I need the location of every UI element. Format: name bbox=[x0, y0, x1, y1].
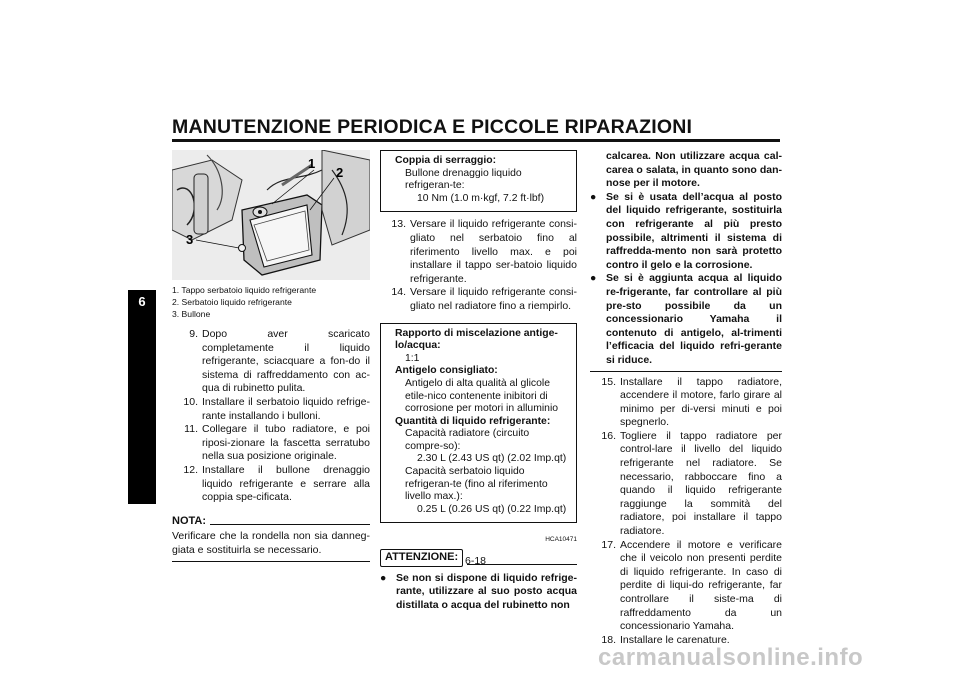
step-15 bbox=[590, 376, 782, 430]
antifreeze-title: Antigelo consigliato: bbox=[395, 365, 498, 377]
caption-2: 2. Serbatoio liquido refrigerante bbox=[172, 297, 292, 307]
chapter-tab: 6 bbox=[128, 290, 156, 504]
note-text: Verificare che la rondella non sia danneg-giata e sostituirla se necessario. bbox=[172, 530, 370, 556]
radiator-capacity-value: 2.30 L (2.43 US qt) (2.02 Imp.qt) bbox=[417, 453, 567, 465]
step-text: Installare il tappo radiatore, accendere il motore, farlo girare al minimo per di-versi minuti e poi spegnerlo. bbox=[620, 375, 782, 429]
caption-3: 3. Bullone bbox=[172, 309, 211, 319]
note-label: NOTA: bbox=[172, 514, 207, 527]
steps-list-3 bbox=[590, 376, 782, 648]
page-title: MANUTENZIONE PERIODICA E PICCOLE RIPARAZIONI bbox=[172, 116, 693, 138]
attention-code: HCA10471 bbox=[545, 536, 577, 544]
attention-label: ATTENZIONE: bbox=[380, 549, 463, 567]
torque-title: Coppia di serraggio: bbox=[395, 155, 497, 166]
step-16 bbox=[590, 430, 782, 539]
step-10 bbox=[172, 396, 370, 423]
bullet-icon: ● bbox=[380, 571, 387, 584]
step-text: Versare il liquido refrigerante consi-gliato nel radiatore fino a riempirlo. bbox=[410, 286, 577, 312]
watermark: carmanualsonline.info bbox=[598, 644, 864, 671]
step-text: Accendere il motore e verificare che il veicolo non presenti perdite di liquido refrigerante. In caso di perdite di liqui-do refrigerante, far controllare il siste-ma di raffreddamento da un concessionario Yamaha. bbox=[620, 538, 782, 633]
step-number: 16. bbox=[601, 429, 616, 442]
attention-bullet-2 bbox=[590, 191, 782, 273]
coolant-tank-figure bbox=[172, 150, 370, 280]
mix-ratio-value: 1:1 bbox=[405, 352, 420, 364]
step-number: 13. bbox=[391, 218, 406, 231]
attention-bullet-3 bbox=[590, 272, 782, 367]
note-block bbox=[172, 515, 370, 562]
callout-1: 1 bbox=[308, 156, 316, 171]
step-11 bbox=[172, 423, 370, 464]
step-text: Installare le carenature. bbox=[620, 633, 730, 646]
step-text: Dopo aver scaricato completamente il liquido refrigerante, sciacquare a fon-do il sistema di raffreddamento con ac-qua di rubinetto pulita. bbox=[202, 328, 370, 395]
page-number: 6-18 bbox=[465, 555, 487, 567]
step-9 bbox=[172, 328, 370, 396]
attention-bullet-1-text: Se non si dispone di liquido refrige-rante, utilizzare al suo posto acqua distillata o acqua del rubinetto non bbox=[396, 571, 577, 611]
step-14 bbox=[380, 286, 577, 313]
bullet-icon: ● bbox=[590, 272, 597, 285]
attention-bullet-3-text: Se si è aggiunta acqua al liquido re-frigerante, far controllare al più pre-sto possibile da un concessionario Yamaha il contenuto di antigelo, al-trimenti l’efficacia del liquido refri-gerante si riduce. bbox=[606, 272, 782, 366]
column-left bbox=[172, 150, 370, 562]
attention-bullet-1-cont: calcarea. Non utilizzare acqua cal-carea o salata, in quanto sono dan-nose per il motore. bbox=[606, 150, 782, 190]
step-number: 10. bbox=[183, 395, 198, 408]
note-rule bbox=[210, 524, 370, 525]
step-number: 12. bbox=[183, 463, 198, 476]
step-13 bbox=[380, 218, 577, 286]
step-number: 15. bbox=[601, 375, 616, 388]
step-number: 17. bbox=[601, 538, 616, 551]
step-17 bbox=[590, 539, 782, 634]
step-number: 18. bbox=[601, 633, 616, 646]
note-end-rule bbox=[172, 561, 370, 562]
torque-spec-box bbox=[380, 150, 577, 212]
step-text: Installare il bullone drenaggio liquido refrigerante e serrare alla coppia spe-cificata. bbox=[202, 463, 370, 504]
torque-value: 10 Nm (1.0 m·kgf, 7.2 ft·lbf) bbox=[417, 192, 545, 204]
step-text: Togliere il tappo radiatore per control-lare il livello del liquido refrigerante nel radiatore. Se necessario, rabboccare fino a quando il liquido refrigerante raggiunge la sommità del radiatore, poi installare il tappo radiatore. bbox=[620, 429, 782, 538]
attention-bullet-1 bbox=[380, 572, 577, 613]
coolant-tank-illustration bbox=[172, 150, 370, 280]
antifreeze-value: Antigelo di alta qualità al glicole etile-nico contenente inibitori di corrosione per motori in alluminio bbox=[405, 377, 559, 415]
column-right bbox=[590, 150, 782, 647]
column-middle bbox=[380, 150, 577, 612]
attention-end-rule bbox=[590, 371, 782, 372]
step-text: Versare il liquido refrigerante consi-gliato nel serbatoio fino al riferimento livello max. e poi installare il tappo ser-batoio liquido refrigerante. bbox=[410, 218, 577, 285]
title-rule bbox=[172, 139, 780, 142]
radiator-capacity-label: Capacità radiatore (circuito compre-so): bbox=[405, 428, 530, 452]
step-number: 11. bbox=[184, 423, 198, 436]
torque-item: Bullone drenaggio liquido refrigeran-te: bbox=[405, 167, 522, 192]
steps-list-1 bbox=[172, 328, 370, 505]
step-text: Installare il serbatoio liquido refrige-rante installando i bulloni. bbox=[202, 395, 370, 422]
step-12 bbox=[172, 464, 370, 505]
figure-captions bbox=[172, 284, 370, 320]
tank-capacity-label: Capacità serbatoio liquido refrigeran-te (fino al riferimento livello max.): bbox=[405, 466, 548, 503]
bullet-icon: ● bbox=[590, 190, 597, 203]
attention-bullet-2-text: Se si è usata dell’acqua al posto del liquido refrigerante, sostituirla con refrigerante al più presto possibile, altrimenti il sistema di raffredda-mento non sarà protetto contro il gelo e la corrosione. bbox=[606, 190, 782, 271]
step-number: 14. bbox=[391, 286, 406, 299]
tank-capacity-value: 0.25 L (0.26 US qt) (0.22 Imp.qt) bbox=[417, 503, 567, 515]
caption-1: 1. Tappo serbatoio liquido refrigerante bbox=[172, 285, 317, 295]
step-number: 9. bbox=[189, 328, 198, 340]
coolant-mix-box bbox=[380, 323, 577, 524]
mix-ratio-title: Rapporto di miscelazione antige-lo/acqua: bbox=[395, 327, 558, 352]
callout-2: 2 bbox=[336, 165, 344, 180]
callout-3: 3 bbox=[186, 232, 194, 247]
quantity-title: Quantità di liquido refrigerante: bbox=[395, 415, 551, 427]
step-text: Collegare il tubo radiatore, e poi riposi-zionare la fascetta serratubo nella sua posizione originale. bbox=[202, 423, 370, 463]
steps-list-2 bbox=[380, 218, 577, 313]
